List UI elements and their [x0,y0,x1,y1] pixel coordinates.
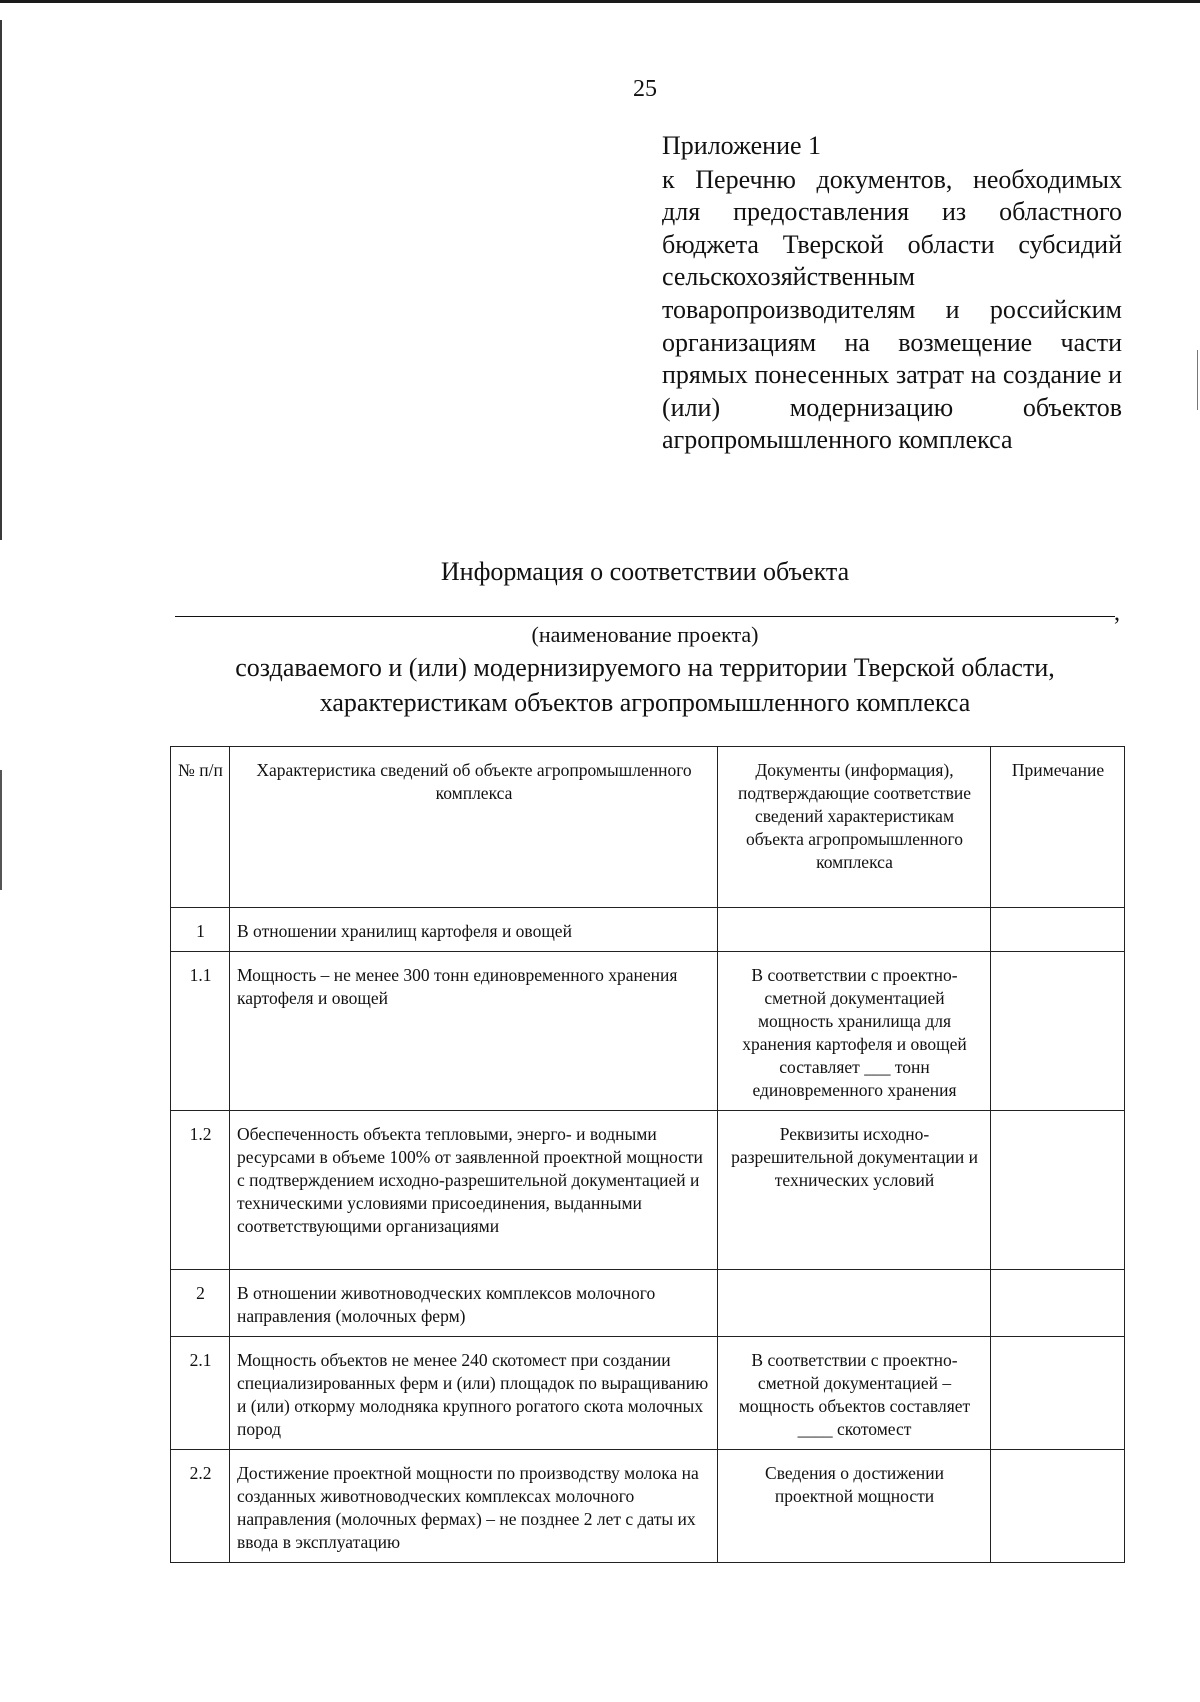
row-characteristic: Обеспеченность объекта тепловыми, энерго- и водными ресурсами в объеме 100% от заявленной проектной мощности с подтверждением исходно-разрешительной документацией и техническими условиями присоединения, выданными соответствующими организациями [230,1111,718,1270]
row-note [991,1111,1125,1270]
document-subtitle [0,650,1200,720]
row-num: 1.2 [171,1111,230,1270]
scan-edge-left-lower [0,770,2,890]
table-header-row [171,747,1125,908]
row-note [991,952,1125,1111]
row-num: 2.2 [171,1450,230,1563]
header-characteristic: Характеристика сведений об объекте агропромышленного комплекса [230,747,718,908]
header-note: Примечание [991,747,1125,908]
row-characteristic: В отношении животноводческих комплексов молочного направления (молочных ферм) [230,1270,718,1337]
row-note [991,1337,1125,1450]
header-num: № п/п [171,747,230,908]
row-num: 2.1 [171,1337,230,1450]
appendix-body: к Перечню документов, необходимых для предоставления из областного бюджета Тверской области субсидий сельскохозяйственным товаропроизводителям и российским организациям на возмещение части прямых понесенных затрат на создание и (или) модернизацию объектов агропромышленного комплекса [662,164,1122,455]
row-documents: Сведения о достижении проектной мощности [718,1450,991,1563]
row-documents: В соответствии с проектно-сметной документацией мощность хранилища для хранения картофеля и овощей составляет ___ тонн единовременного хранения [718,952,991,1111]
table-row [171,908,1125,952]
scan-edge-top [0,0,1200,3]
row-characteristic: Мощность – не менее 300 тонн единовременного хранения картофеля и овощей [230,952,718,1111]
row-characteristic: Мощность объектов не менее 240 скотомест при создании специализированных ферм и (или) площадок по выращиванию и (или) откорму молодняка крупного рогатого скота молочных пород [230,1337,718,1450]
table-row [171,1270,1125,1337]
row-num: 2 [171,1270,230,1337]
table-row [171,952,1125,1111]
row-note [991,1270,1125,1337]
row-documents [718,908,991,952]
appendix-title: Приложение 1 [662,131,822,160]
subtitle-line-2: характеристикам объектов агропромышленного комплекса [319,688,971,717]
blank-line-comma: , [1114,600,1120,626]
subtitle-line-1: создаваемого и (или) модернизируемого на территории Тверской области, [235,653,1055,682]
row-note [991,908,1125,952]
row-characteristic: Достижение проектной мощности по производству молока на созданных животноводческих комплексах молочного направления (молочных фермах) – не позднее 2 лет с даты их ввода в эксплуатацию [230,1450,718,1563]
table-row [171,1337,1125,1450]
row-num: 1.1 [171,952,230,1111]
document-title: Информация о соответствии объекта [440,557,850,586]
row-documents: Реквизиты исходно-разрешительной документации и технических условий [718,1111,991,1270]
table-row [171,1111,1125,1270]
header-documents: Документы (информация), подтверждающие соответствие сведений характеристикам объекта агропромышленного комплекса [718,747,991,908]
project-name-blank-line [175,616,1115,617]
appendix-block [662,130,1122,457]
row-documents: В соответствии с проектно-сметной документацией – мощность объектов составляет ____ скотомест [718,1337,991,1450]
table-row [171,1450,1125,1563]
page-number: 25 [633,76,657,102]
project-name-caption: (наименование проекта) [531,622,759,647]
row-documents [718,1270,991,1337]
row-num: 1 [171,908,230,952]
scan-edge-right [1197,350,1198,410]
compliance-table [170,746,1125,1563]
row-characteristic: В отношении хранилищ картофеля и овощей [230,908,718,952]
row-note [991,1450,1125,1563]
